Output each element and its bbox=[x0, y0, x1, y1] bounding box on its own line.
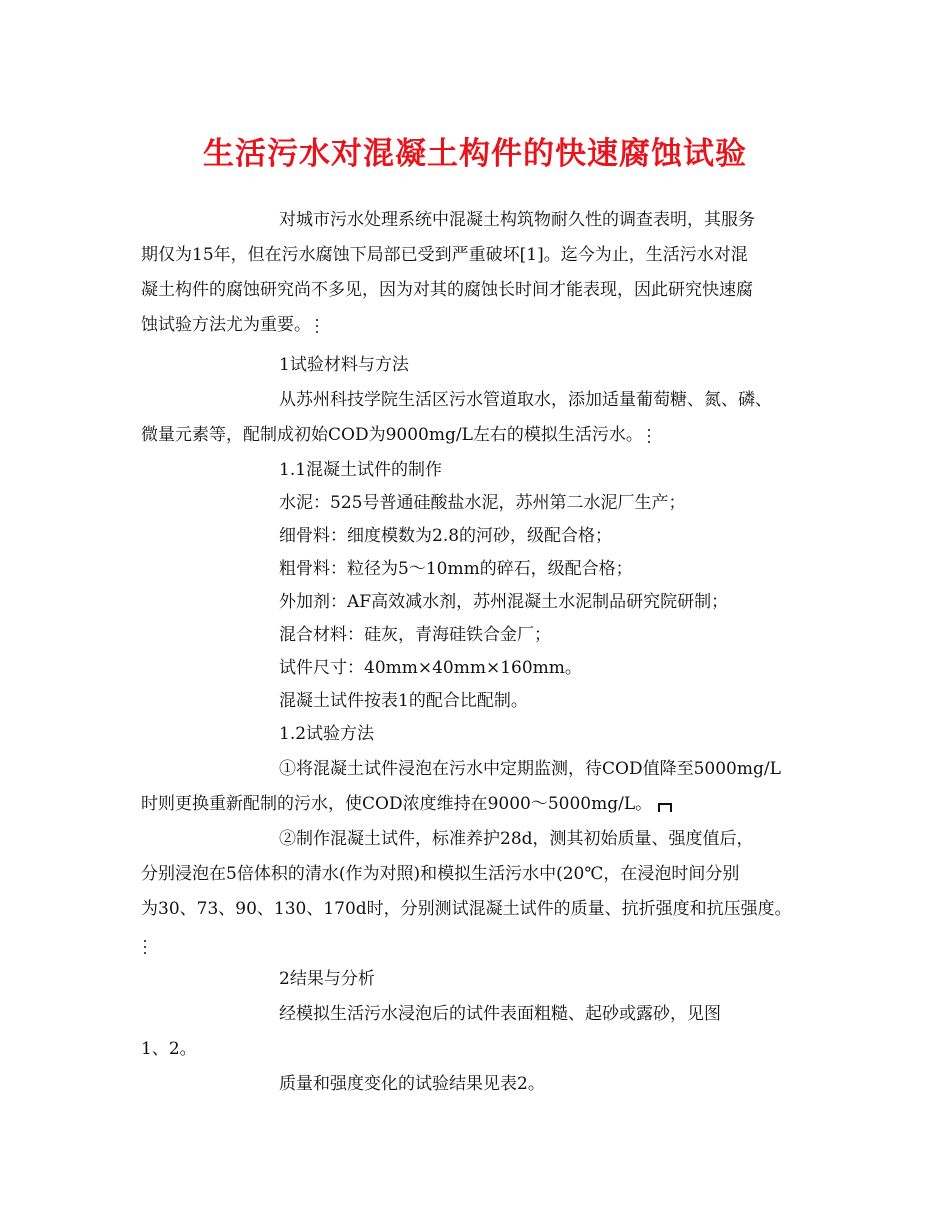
paragraph-line: ②制作混凝土试件，标准养护28d，测其初始质量、强度值后， bbox=[279, 829, 754, 849]
paragraph-line: 微量元素等，配制成初始COD为9000mg/L左右的模拟生活污水。 bbox=[141, 423, 651, 447]
paragraph-line: 细骨料：细度模数为2.8的河砂，级配合格； bbox=[279, 526, 613, 546]
paragraph-line: 水泥：525号普通硅酸盐水泥，苏州第二水泥厂生产； bbox=[279, 493, 686, 513]
paragraph-line: 期仅为15年，但在污水腐蚀下局部已受到严重破坏[1]。迄今为止，生活污水对混 bbox=[141, 245, 748, 265]
paragraph-line: 混凝土试件按表1的配合比配制。 bbox=[279, 691, 528, 711]
paragraph-line: 外加剂：AF高效减水剂，苏州混凝土水泥制品研究院研制； bbox=[279, 592, 729, 612]
ellipsis-mark-icon bbox=[315, 318, 319, 334]
paragraph-line: 从苏州科技学院生活区污水管道取水，添加适量葡萄糖、氮、磷、 bbox=[279, 390, 772, 410]
paragraph-line: 对城市污水处理系统中混凝土构筑物耐久性的调查表明，其服务 bbox=[279, 210, 755, 230]
paragraph-line: 经模拟生活污水浸泡后的试件表面粗糙、起砂或露砂，见图 bbox=[279, 1004, 721, 1024]
ellipsis-mark-icon bbox=[143, 939, 147, 955]
paragraph-line: 粗骨料：粒径为5～10mm的碎石，级配合格； bbox=[279, 559, 633, 579]
section-heading: 1.1混凝土试件的制作 bbox=[279, 460, 443, 480]
paragraph-line bbox=[141, 934, 147, 958]
paragraph-line: 为30、73、90、130、170d时，分别测试混凝土试件的质量、抗折强度和抗压强度。 bbox=[141, 899, 792, 919]
paragraph-line: 1、2。 bbox=[141, 1039, 197, 1059]
section-heading: 1试验材料与方法 bbox=[279, 355, 409, 375]
paragraph-line: 蚀试验方法尤为重要。 bbox=[141, 313, 319, 337]
section-heading: 1.2试验方法 bbox=[279, 724, 375, 744]
paragraph-line: 质量和强度变化的试验结果见表2。 bbox=[279, 1074, 545, 1094]
paragraph-line: 混合材料：硅灰，青海硅铁合金厂； bbox=[279, 625, 551, 645]
paragraph-line: ①将混凝土试件浸泡在污水中定期监测，待COD值降至5000mg/L bbox=[279, 759, 781, 779]
bracket-mark-icon bbox=[658, 803, 672, 812]
paragraph-line: 凝土构件的腐蚀研究尚不多见，因为对其的腐蚀长时间才能表现，因此研究快速腐 bbox=[141, 280, 753, 300]
document-title: 生活污水对混凝土构件的快速腐蚀试验 bbox=[203, 136, 747, 172]
paragraph-line: 时则更换重新配制的污水，使COD浓度维持在9000～5000mg/L。 bbox=[141, 792, 672, 816]
ellipsis-mark-icon bbox=[647, 428, 651, 444]
section-heading: 2结果与分析 bbox=[279, 969, 375, 989]
paragraph-line: 分别浸泡在5倍体积的清水(作为对照)和模拟生活污水中(20℃，在浸泡时间分别 bbox=[141, 864, 740, 884]
paragraph-line: 试件尺寸：40mm×40mm×160mm。 bbox=[279, 658, 582, 678]
